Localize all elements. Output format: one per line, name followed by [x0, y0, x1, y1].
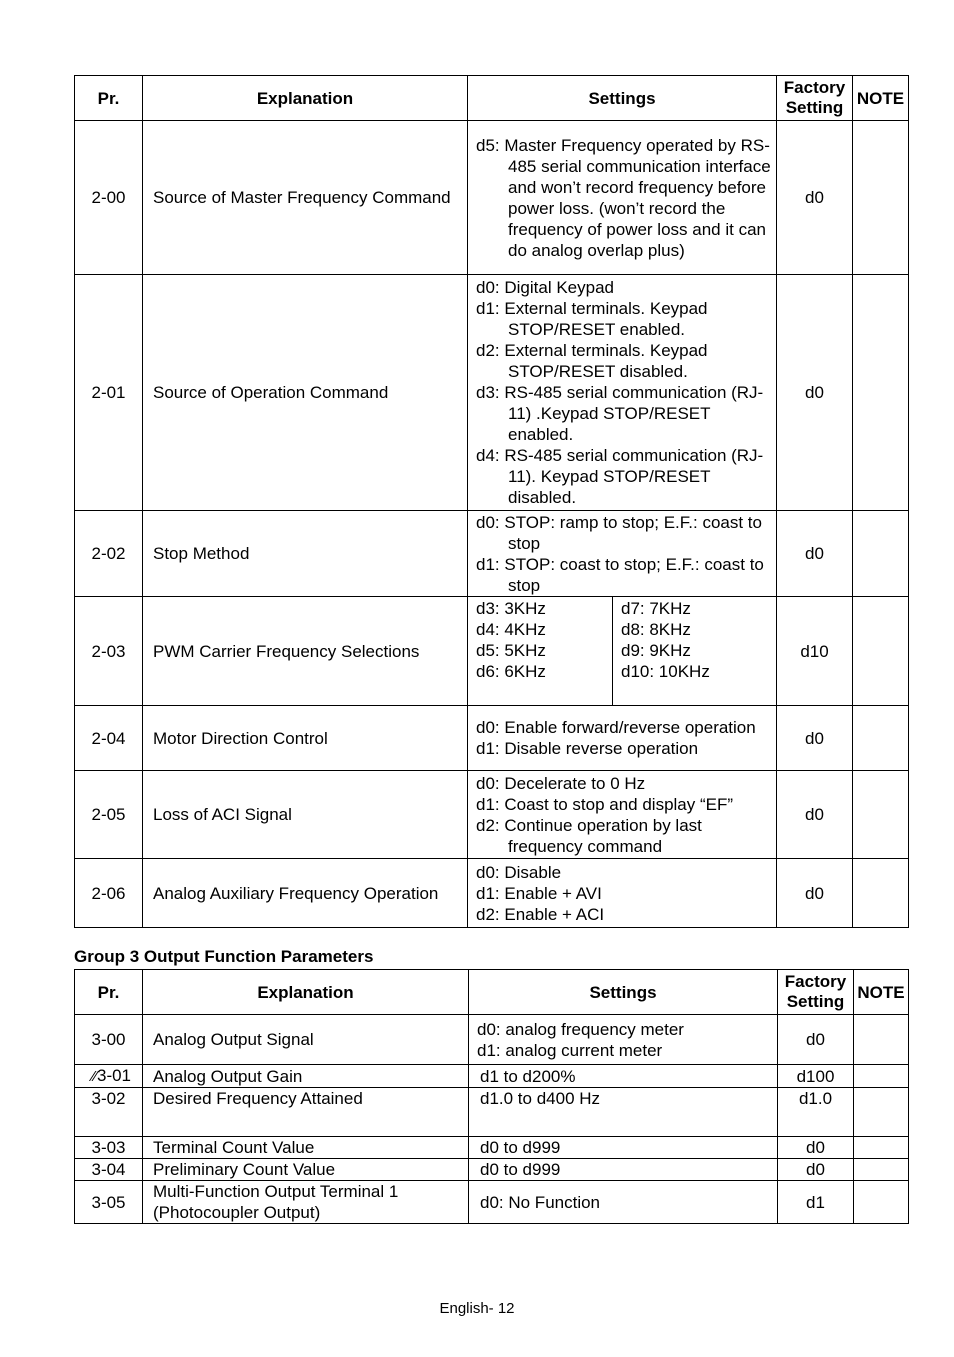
note-cell	[854, 1137, 909, 1159]
pr-cell: 2-06	[75, 859, 143, 928]
note-cell	[854, 1159, 909, 1181]
header-factory-setting: Factory Setting	[778, 970, 854, 1015]
table-row	[75, 275, 909, 511]
carrier-frequency-subtable	[468, 597, 776, 705]
settings-cell	[468, 597, 777, 706]
settings-right-column: d7: 7KHz d8: 8KHz d9: 9KHz d10: 10KHz	[613, 597, 777, 705]
table-row	[75, 771, 909, 859]
factory-cell: d0	[777, 771, 853, 859]
factory-cell: d0	[777, 275, 853, 511]
factory-cell: d0	[778, 1015, 854, 1065]
header-settings: Settings	[468, 76, 777, 121]
factory-cell: d1.0	[778, 1088, 854, 1137]
table-header-row	[75, 76, 909, 121]
note-cell	[853, 275, 909, 511]
settings-cell: d0: Decelerate to 0 Hz d1: Coast to stop and display “EF” d2: Continue operation by last frequency command	[468, 771, 777, 859]
explanation-cell: PWM Carrier Frequency Selections	[143, 597, 468, 706]
explanation-cell: Motor Direction Control	[143, 706, 468, 771]
explanation-cell: Loss of ACI Signal	[143, 771, 468, 859]
factory-cell: d0	[777, 859, 853, 928]
table-row	[75, 121, 909, 275]
factory-cell: d1	[778, 1181, 854, 1224]
explanation-cell: Multi-Function Output Terminal 1 (Photocoupler Output)	[143, 1181, 469, 1224]
pr-cell: 2-00	[75, 121, 143, 275]
group2-parameter-table	[74, 75, 909, 928]
header-explanation: Explanation	[143, 970, 469, 1015]
header-explanation: Explanation	[143, 76, 468, 121]
pr-cell: 2-04	[75, 706, 143, 771]
page-footer: English- 12	[439, 1300, 515, 1317]
note-cell	[853, 771, 909, 859]
factory-cell: d0	[778, 1159, 854, 1181]
table-header-row	[75, 970, 909, 1015]
pr-cell: 2-02	[75, 511, 143, 597]
table-row	[75, 706, 909, 771]
settings-cell: d0: Enable forward/reverse operation d1: Disable reverse operation	[468, 706, 777, 771]
settings-cell: d1 to d200%	[469, 1065, 778, 1088]
table-row	[75, 859, 909, 928]
note-cell	[853, 859, 909, 928]
explanation-cell: Terminal Count Value	[143, 1137, 469, 1159]
settings-cell: d1.0 to d400 Hz	[469, 1088, 778, 1137]
factory-cell: d0	[778, 1137, 854, 1159]
explanation-cell: Analog Output Signal	[143, 1015, 469, 1065]
note-cell	[854, 1088, 909, 1137]
explanation-cell: Desired Frequency Attained	[143, 1088, 469, 1137]
explanation-cell: Source of Operation Command	[143, 275, 468, 511]
factory-cell: d0	[777, 121, 853, 275]
pr-cell: 3-03	[75, 1137, 143, 1159]
table-row	[75, 1015, 909, 1065]
settings-cell: d0: STOP: ramp to stop; E.F.: coast to stop d1: STOP: coast to stop; E.F.: coast to stop	[468, 511, 777, 597]
table-row	[75, 1181, 909, 1224]
header-note: NOTE	[854, 970, 909, 1015]
settings-cell: d0: No Function	[469, 1181, 778, 1224]
settings-cell: d0: analog frequency meter d1: analog current meter	[469, 1015, 778, 1065]
pr-cell: 2-01	[75, 275, 143, 511]
factory-cell: d0	[777, 511, 853, 597]
table-row	[75, 511, 909, 597]
table-row	[75, 597, 909, 706]
pr-cell: 3-00	[75, 1015, 143, 1065]
settings-cell: d0 to d999	[469, 1159, 778, 1181]
pr-cell: 2-05	[75, 771, 143, 859]
factory-cell: d10	[777, 597, 853, 706]
explanation-cell: Source of Master Frequency Command	[143, 121, 468, 275]
note-cell	[853, 121, 909, 275]
note-cell	[854, 1015, 909, 1065]
header-note: NOTE	[853, 76, 909, 121]
pr-cell: 3-05	[75, 1181, 143, 1224]
table-row	[75, 1088, 909, 1137]
pr-cell: 2-03	[75, 597, 143, 706]
factory-cell: d0	[777, 706, 853, 771]
explanation-cell: Analog Output Gain	[143, 1065, 469, 1088]
header-settings: Settings	[469, 970, 778, 1015]
group3-title: Group 3 Output Function Parameters	[74, 947, 374, 966]
header-pr: Pr.	[75, 76, 143, 121]
header-factory-setting: Factory Setting	[777, 76, 853, 121]
settings-cell: d0 to d999	[469, 1137, 778, 1159]
note-cell	[853, 706, 909, 771]
group3-parameter-table	[74, 969, 909, 1224]
explanation-cell: Stop Method	[143, 511, 468, 597]
note-cell	[853, 511, 909, 597]
settings-left-column: d3: 3KHz d4: 4KHz d5: 5KHz d6: 6KHz	[476, 599, 546, 681]
explanation-cell: Analog Auxiliary Frequency Operation	[143, 859, 468, 928]
settings-cell: d0: Digital Keypad d1: External terminals. Keypad STOP/RESET enabled. d2: External terminals. Keypad STOP/RESET disabled. d3: RS-485 serial communication (RJ-11) .Keypad STOP/RESET enabled. d4: RS-485 serial communication (RJ-11). Keypad STOP/RESET disabled.	[468, 275, 777, 511]
table-row	[75, 1159, 909, 1181]
table-row	[75, 1137, 909, 1159]
pr-cell: 3-04	[75, 1159, 143, 1181]
pr-cell: ⁄⁄3-01	[75, 1065, 143, 1088]
factory-cell: d100	[778, 1065, 854, 1088]
settings-cell: d0: Disable d1: Enable + AVI d2: Enable + ACI	[468, 859, 777, 928]
note-cell	[854, 1065, 909, 1088]
note-cell	[853, 597, 909, 706]
explanation-cell: Preliminary Count Value	[143, 1159, 469, 1181]
pr-cell: 3-02	[75, 1088, 143, 1137]
adjustable-during-run-icon: ⁄⁄	[91, 1068, 97, 1085]
note-cell	[854, 1181, 909, 1224]
header-pr: Pr.	[75, 970, 143, 1015]
table-row	[75, 1065, 909, 1088]
settings-cell: d5: Master Frequency operated by RS-485 serial communication interface and won’t record frequency before power loss. (won’t record the frequency of power loss and it can do analog overlap plus)	[468, 121, 777, 275]
